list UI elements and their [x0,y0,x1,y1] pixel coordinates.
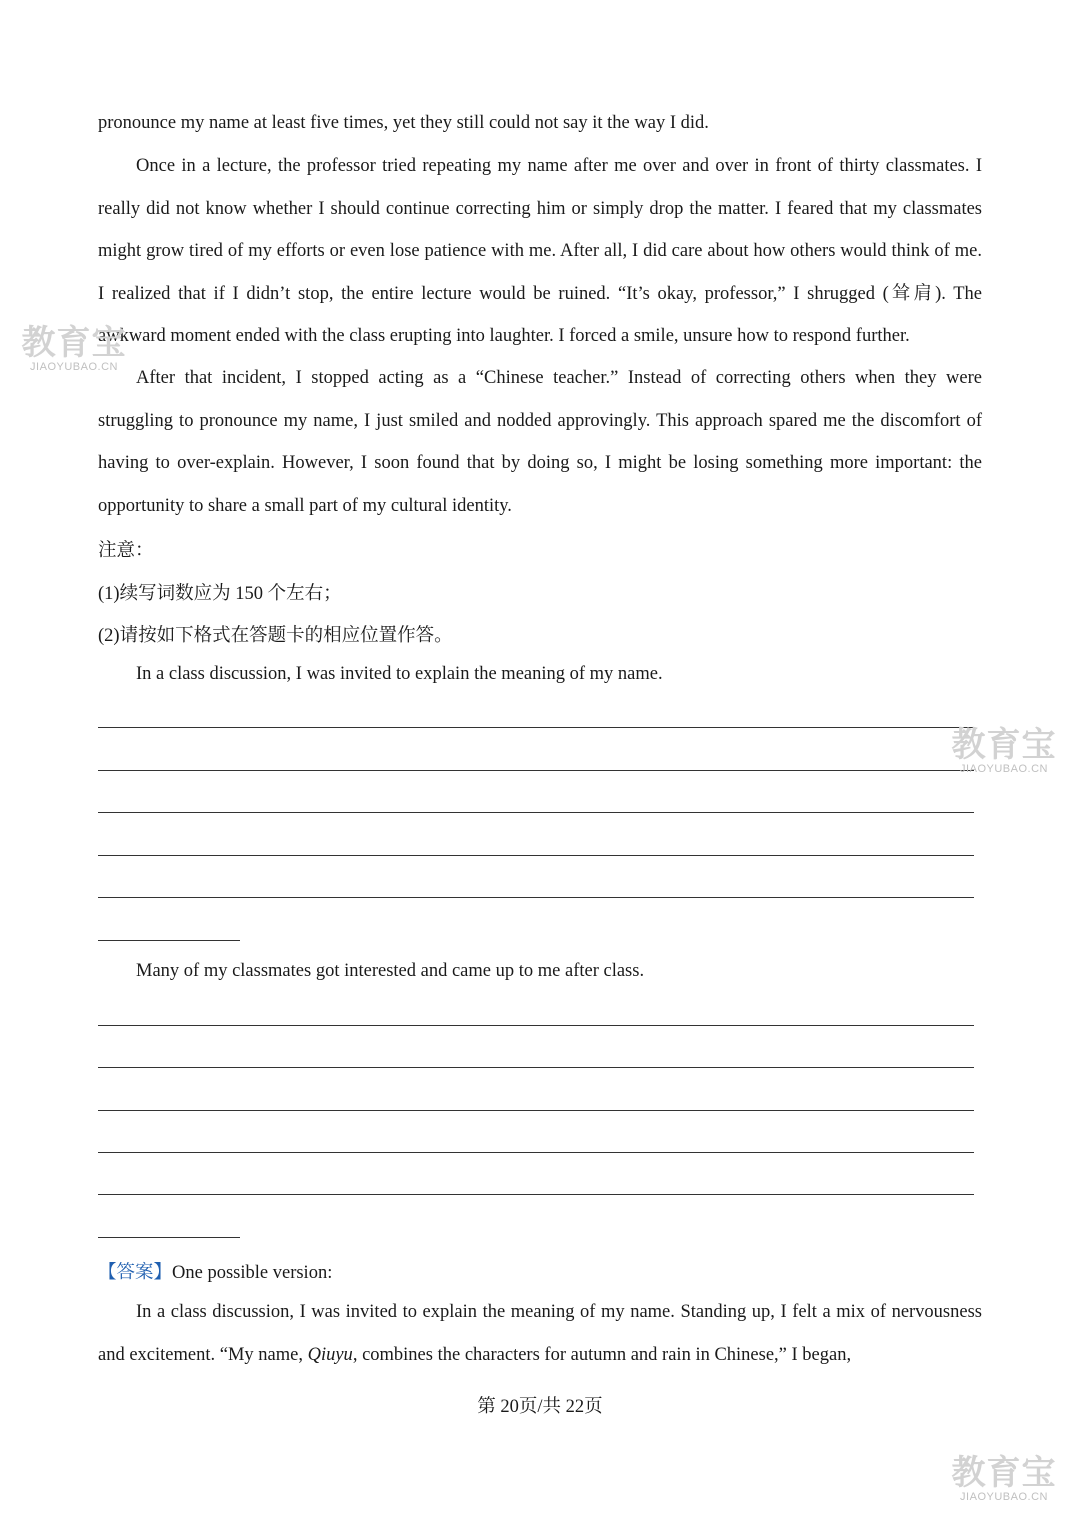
answer-line-end [98,940,240,941]
watermark-url: JIAOYUBAO.CN [30,361,118,373]
answer-heading [98,1258,332,1284]
note-item-2: (2)请按如下格式在答题卡的相应位置作答。 [98,626,453,646]
note-heading: 注意： [98,541,154,561]
answer-text-part: In a class discussion, I was invited to explain the meaning of my name. Standing up, I felt a mix of nervousness and excitement. “My name, [98,1302,982,1365]
answer-line [98,770,974,771]
prompt-second-paragraph: Many of my classmates got interested and came up to me after class. [136,961,645,981]
page-footer: 第 20页/共 22页 [477,1397,603,1417]
prompt-first-paragraph: In a class discussion, I was invited to explain the meaning of my name. [136,664,663,684]
watermark-logo: 教育宝 [951,1454,1057,1492]
watermark-left [18,325,130,373]
answer-line-end [98,1237,240,1238]
answer-line [98,855,974,856]
answer-text [98,1291,982,1376]
watermark-logo: 教育宝 [951,726,1057,764]
watermark-url: JIAOYUBAO.CN [960,1491,1048,1503]
paragraph-continuation: pronounce my name at least five times, yet they still could not say it the way I did. [98,113,709,133]
watermark-logo: 教育宝 [21,324,127,362]
answer-text-part: , combines the characters for autumn and rain in Chinese,” I began, [352,1344,852,1365]
answer-line [98,1194,974,1195]
answer-line [98,1025,974,1026]
answer-line [98,1110,974,1111]
answer-line [98,897,974,898]
answer-line [98,727,974,728]
watermark-right [948,727,1060,775]
answer-line [98,1067,974,1068]
answer-intro: One possible version: [172,1263,333,1283]
answer-line [98,1152,974,1153]
note-item-1: (1)续写词数应为 150 个左右； [98,584,342,604]
watermark-bottom [948,1455,1060,1503]
answer-line [98,812,974,813]
watermark-url: JIAOYUBAO.CN [960,763,1048,775]
paragraph-incident: After that incident, I stopped acting as a “Chinese teacher.” Instead of correcting others when they were struggling to pronounce my name, I just smiled and nodded approvingly. This approach spared me the discomfort of having to over-explain. However, I soon found that by doing so, I might be losing something more important: the opportunity to share a small part of my cultural identity. [98,368,982,516]
answer-tag: 【答案】 [98,1263,173,1283]
paragraph-lecture: Once in a lecture, the professor tried repeating my name after me over and over in front of thirty classmates. I really did not know whether I should continue correcting him or simply drop the matter. I feared that my classmates might grow tired of my efforts or even lose patience with me. After all, I did care about how others would think of me. I realized that if I didn’t stop, the entire lecture would be ruined. “It’s okay, professor,” I shrugged (耸肩). The awkward moment ended with the class erupting into laughter. I forced a smile, unsure how to respond further. [98,156,982,346]
answer-name-italic: Qiuyu [307,1344,353,1365]
